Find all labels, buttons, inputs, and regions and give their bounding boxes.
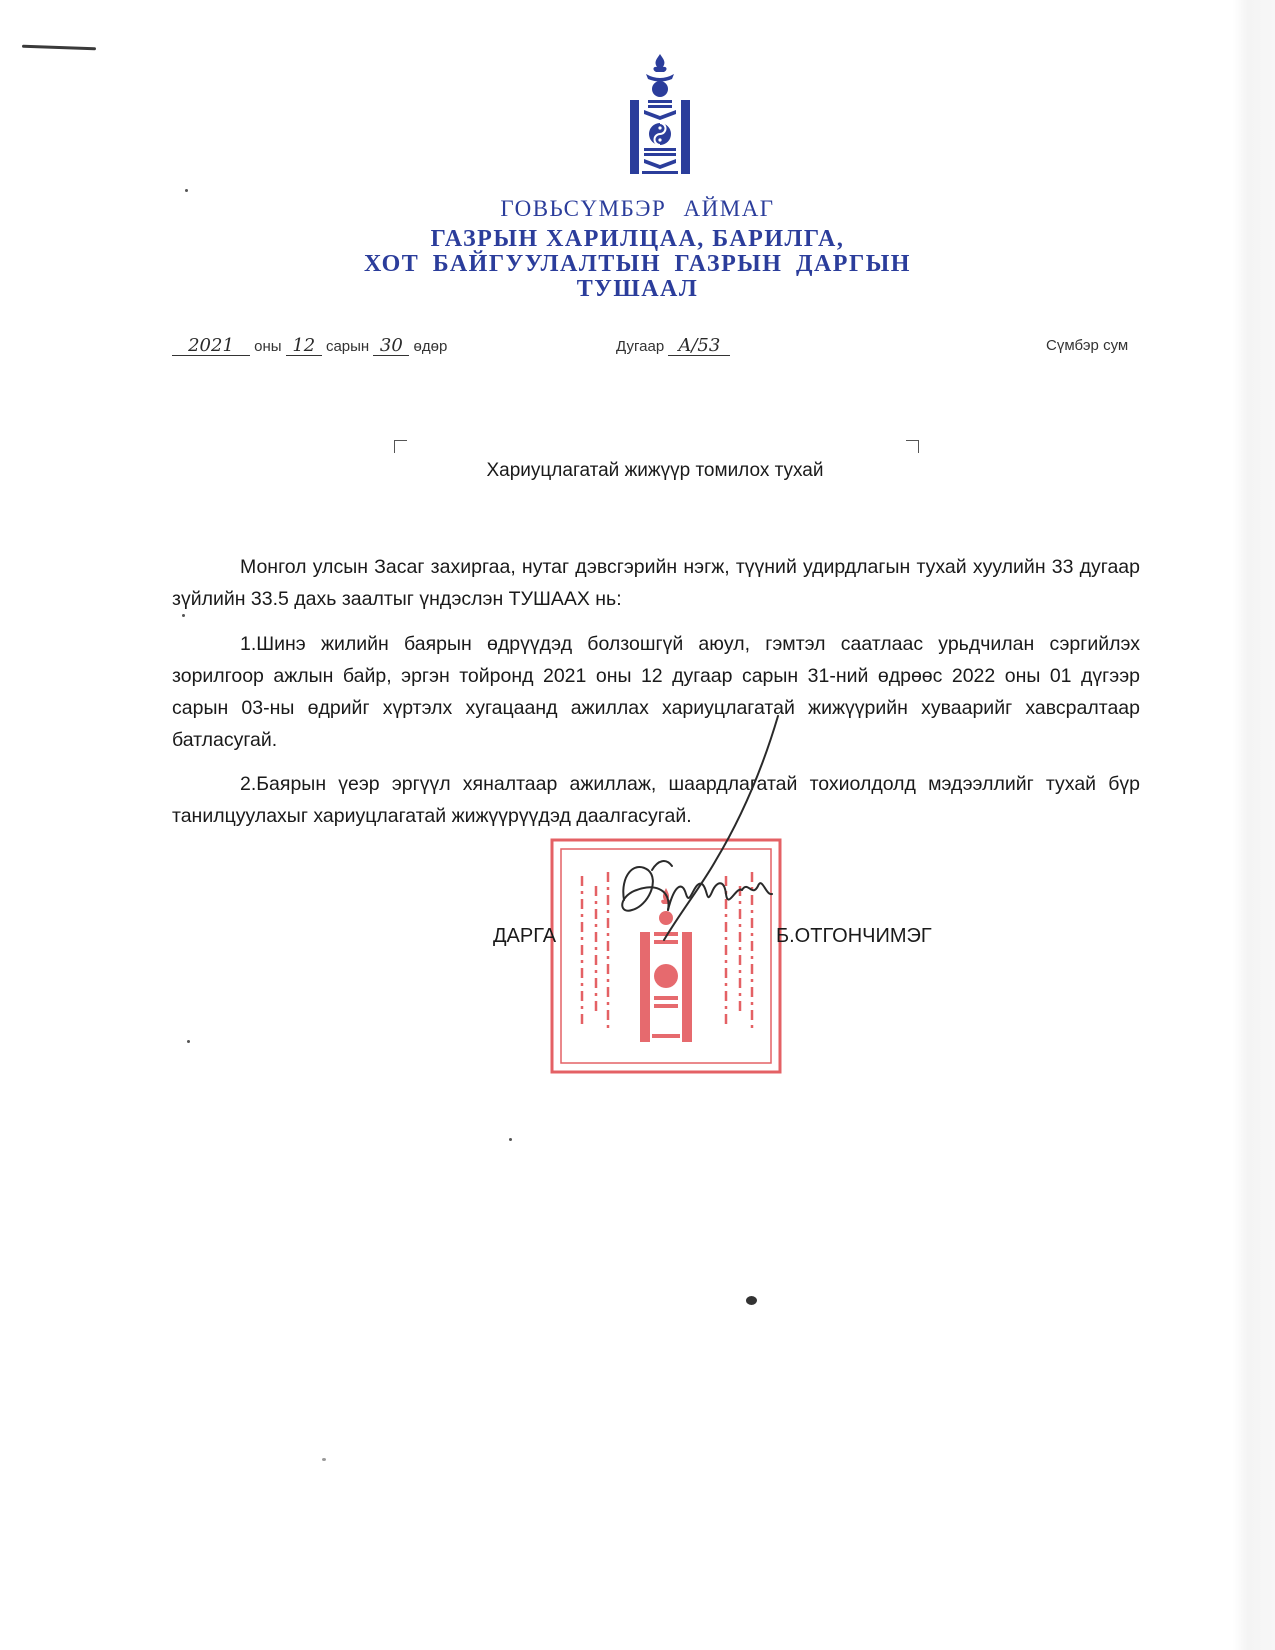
organization-line-2: ХОТ БАЙГУУЛАЛТЫН ГАЗРЫН ДАРГЫН [364,251,911,277]
scan-speck [185,189,188,192]
year-suffix: оны [254,338,282,355]
document-place: Сүмбэр сум [1046,337,1129,354]
scan-speck [322,1458,326,1461]
day-suffix: өдөр [413,338,448,355]
signatory-title: ДАРГА [493,925,557,947]
pen-mark [22,45,96,51]
soyombo-emblem-icon [628,52,692,176]
handwritten-number: A/53 [668,337,730,356]
order-item-2: 2.Баярын үеэр эргүүл хяналтаар ажиллаж, шаардлагатай тохиолдолд мэдээллийг тухай бүр танилцуулахыг хариуцлагатай жижүүрүүдэд даалгасугай. [172,773,1140,827]
month-suffix: сарын [325,338,370,355]
order-item-1: 1.Шинэ жилийн баярын өдрүүдэд болзошгүй аюул, гэмтэл саатлаас урьдчилан сэргийлэх зорилгоор ажлын байр, эргэн тойронд 2021 оны 12 дугаар сарын 31-ний өдрөөс 2022 оны 01 дүгээр сарын 03-ны өдрийг хүртэлх хугацаанд ажиллах хариуцлагатай жижүүрийн хуваарийг хавсралтаар батласугай. [172,633,1140,751]
intro-paragraph: Монгол улсын Засаг захиргаа, нутаг дэвсгэрийн нэгж, түүний удирдлагын тухай хуулийн 33 дугаар зүйлийн 33.5 дахь заалтыг үндэслэн ТУШААХ нь: [172,556,1140,610]
handwritten-year: 2021 [172,337,250,356]
number-label: Дугаар [616,338,665,355]
signatory-name: Б.ОТГОНЧИМЭГ [776,925,932,947]
scan-speck [187,1040,190,1043]
scan-speck [509,1138,512,1141]
aimag-name: ГОВЬСҮМБЭР АЙМАГ [500,196,775,221]
subject-corner-right [906,440,919,453]
document-number [616,337,730,356]
organization-line-1: ГАЗРЫН ХАРИЛЦАА, БАРИЛГА, [430,226,845,252]
document-subject: Хариуцлагатай жижүүр томилох тухай [486,460,824,481]
handwritten-signature-icon [612,710,832,980]
document-type: ТУШААЛ [576,276,699,302]
handwritten-day: 30 [373,337,409,356]
document-date [172,337,447,356]
handwritten-month: 12 [286,337,322,356]
scan-speck [182,614,185,617]
subject-corner-left [394,440,407,453]
scan-speck [746,1296,757,1305]
